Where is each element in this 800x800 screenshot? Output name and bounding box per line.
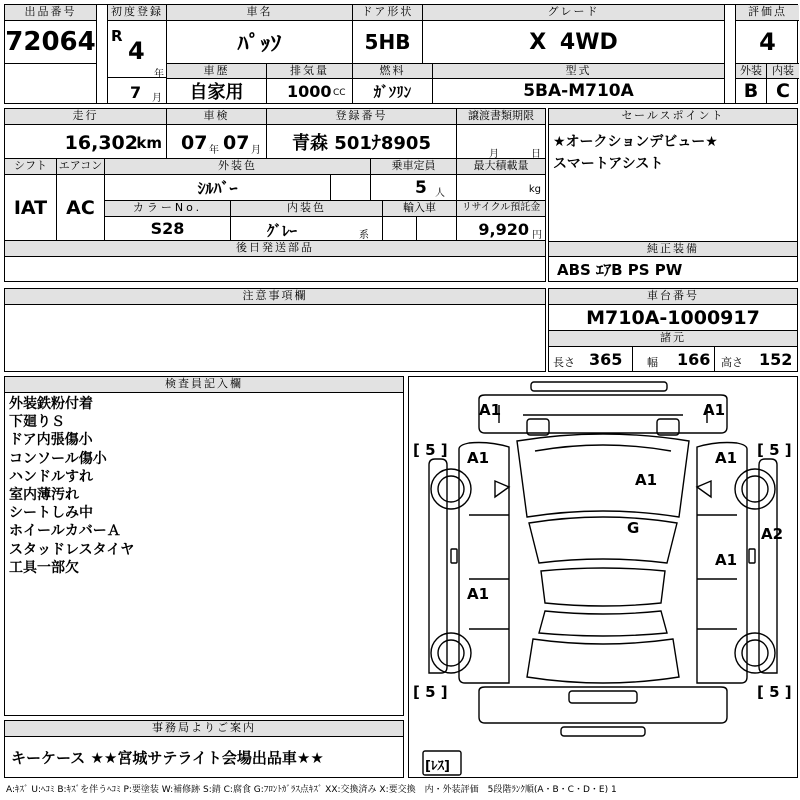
era-value: R: [111, 27, 123, 45]
inspector-item: シートしみ中: [9, 505, 93, 522]
inspector-box: [4, 376, 404, 716]
vehicle-info-box: [4, 108, 546, 282]
height-cell: [715, 347, 797, 371]
reg-number-label: 登録番号: [267, 109, 457, 125]
inspection-label: 車検: [167, 109, 267, 125]
mark-hood: A1: [635, 471, 658, 489]
max-load-label: 最大積載量: [457, 159, 545, 175]
capacity-cell: [371, 175, 457, 201]
tire-fl: [ 5 ]: [413, 441, 448, 459]
interior-grade-value: C: [776, 80, 790, 102]
office-label: 事務局よりご案内: [5, 721, 403, 737]
inspection-month-unit: 月: [251, 145, 261, 156]
color-no-value: S28: [105, 217, 231, 241]
length-value: 365: [589, 350, 623, 369]
length-cell: [549, 347, 633, 371]
model-code-value: 5BA-M710A: [433, 79, 725, 103]
ac-label: エアコン: [57, 159, 105, 175]
inspector-item: 室内薄汚れ: [9, 487, 79, 504]
model-code-label: 型式: [433, 63, 725, 79]
year-value: 4: [128, 37, 145, 65]
rating-value: 4: [735, 21, 799, 63]
exterior-grade-label: 外装: [735, 63, 767, 79]
mileage-value: 16,302: [64, 132, 138, 154]
lot-label: 出品番号: [5, 5, 97, 21]
month-unit: 月: [152, 93, 162, 103]
import-cell-a: [383, 217, 417, 241]
chassis-value: M710A-1000917: [549, 305, 797, 331]
tire-fr: [ 5 ]: [757, 441, 792, 459]
mark-right-door: A1: [715, 551, 738, 569]
sales-point-1: ★オークションデビュー★: [553, 134, 718, 150]
ext-color-value: ｼﾙﾊﾞｰ: [105, 175, 331, 201]
car-diagram-box: [408, 376, 798, 778]
legend: A:ｷｽﾞ U:ﾍｺﾐ B:ｷｽﾞを伴うﾍｺﾐ P:要塗装 W:補修跡 S:錆 C:腐食 G:ﾌﾛﾝﾄｶﾞﾗｽ点ｷｽﾞ XX:交換済み X:要交換 内・外装評価 5段階ﾗﾝｸ順(A・B・C・D・E) 1: [6, 785, 617, 795]
office-value: キーケース ★★宮城サテライト会場出品車★★: [11, 748, 324, 767]
year-unit: 年: [154, 69, 164, 80]
int-color-unit: 系: [359, 230, 369, 241]
length-label: 長さ: [553, 356, 575, 369]
notes-label: 注意事項欄: [5, 289, 545, 305]
office-box: [4, 720, 404, 778]
transfer-doc-cell: [457, 125, 545, 159]
displacement-label: 排気量: [267, 63, 353, 79]
shift-label: シフト: [5, 159, 57, 175]
mark-front-left: A1: [479, 401, 502, 419]
inspector-item: 外装鉄粉付着: [9, 396, 93, 412]
inspector-item: ドア内張傷小: [9, 432, 93, 449]
mark-right-side: A2: [761, 525, 784, 543]
month-divider: [108, 77, 167, 78]
recycle-value: 9,920: [478, 220, 529, 239]
mileage-label: 走行: [5, 109, 167, 125]
model-name-label: 車名: [167, 5, 353, 21]
inspector-item: コンソール傷小: [9, 450, 107, 467]
int-color-label: 内装色: [231, 201, 383, 217]
inspection-month: 07: [223, 132, 250, 154]
recycle-cell: [457, 217, 545, 241]
inspector-list: [9, 395, 134, 577]
sales-point-2: スマートアシスト: [553, 156, 664, 172]
door-value: 5HB: [353, 21, 423, 63]
inspector-item: ホイールカバーＡ: [9, 523, 121, 540]
recycle-unit: 円: [532, 230, 542, 241]
sales-points-label: セールスポイント: [549, 109, 797, 125]
import-cell-b: [417, 217, 457, 241]
inspection-year: 07: [181, 132, 208, 154]
width-label: 幅: [647, 356, 658, 369]
first-reg-cell: [107, 21, 167, 103]
later-parts-label: 後日発送部品: [5, 241, 545, 257]
lot-value: 72064: [5, 21, 97, 63]
header-box: [4, 4, 798, 104]
specs-label: 諸元: [549, 331, 797, 347]
height-value: 152: [759, 350, 793, 369]
chassis-box: [548, 288, 798, 372]
capacity-unit: 人: [435, 188, 445, 199]
transfer-day-unit: 日: [531, 149, 541, 159]
import-label: 輸入車: [383, 201, 457, 217]
sales-points-box: [548, 108, 798, 282]
tire-rr: [ 5 ]: [757, 683, 792, 701]
lot-blank: [5, 63, 97, 103]
recycle-label: リサイクル預託金: [457, 201, 545, 217]
fuel-value: ｶﾞｿﾘﾝ: [353, 79, 433, 103]
exterior-grade-value: B: [735, 79, 767, 103]
rating-label: 評価点: [735, 5, 799, 21]
history-value: 自家用: [167, 79, 267, 103]
max-load-cell: [457, 175, 545, 201]
reg-number-value: 青森 501ﾅ8905: [267, 125, 457, 159]
transfer-month-unit: 月: [489, 149, 499, 159]
displacement-value: 1000: [287, 82, 332, 101]
shift-value: IAT: [5, 175, 57, 241]
mark-roof: G: [627, 519, 640, 537]
ext-color-label: 外装色: [105, 159, 371, 175]
interior-grade-label: 内装: [767, 63, 799, 79]
mark-left-door: A1: [467, 585, 490, 603]
mark-fender-left: A1: [467, 449, 490, 467]
genuine-equipment-label: 純正装備: [549, 241, 797, 257]
grade-label: グレード: [423, 5, 725, 21]
mark-front-right: A1: [703, 401, 726, 419]
month-value: 7: [130, 83, 142, 102]
genuine-equipment-value: ABS ｴｱB PS PW: [557, 260, 683, 279]
inspection-year-unit: 年: [209, 145, 219, 156]
inspector-label: 検査員記入欄: [5, 377, 403, 393]
ac-value: AC: [57, 175, 105, 241]
int-color-cell: [231, 217, 383, 241]
height-label: 高さ: [721, 356, 743, 369]
notes-box: [4, 288, 546, 372]
mileage-cell: [5, 125, 167, 159]
model-name-value: ﾊﾟｯｿ: [167, 21, 353, 63]
capacity-value: 5: [415, 178, 427, 198]
int-color-value: ｸﾞﾚｰ: [267, 222, 298, 240]
inspector-item: ハンドルすれ: [9, 468, 93, 485]
width-value: 166: [677, 350, 711, 369]
mark-fender-right: A1: [715, 449, 738, 467]
max-load-unit: kg: [528, 184, 541, 195]
ext-color-blank: [331, 175, 371, 201]
inspector-item: 工具一部欠: [9, 559, 79, 576]
inspector-item: 下廻りＳ: [9, 414, 65, 431]
capacity-label: 乗車定員: [371, 159, 457, 175]
mileage-unit: km: [136, 134, 162, 152]
transfer-doc-label: 譲渡書類期限: [457, 109, 545, 125]
color-no-label: カラーNo.: [105, 201, 231, 217]
first-reg-label: 初度登録: [107, 5, 167, 21]
width-cell: [633, 347, 715, 371]
history-label: 車歴: [167, 63, 267, 79]
tire-rl: [ 5 ]: [413, 683, 448, 701]
grade-value: X 4WD: [423, 21, 725, 63]
spare-tire: [ﾚｽ]: [425, 759, 450, 774]
displacement-unit: CC: [333, 88, 346, 98]
displacement-cell: [267, 79, 353, 103]
inspector-item: スタッドレスタイヤ: [9, 541, 135, 558]
chassis-label: 車台番号: [549, 289, 797, 305]
fuel-label: 燃料: [353, 63, 433, 79]
car-diagram: [409, 377, 797, 777]
inspection-cell: [167, 125, 267, 159]
door-label: ドア形状: [353, 5, 423, 21]
